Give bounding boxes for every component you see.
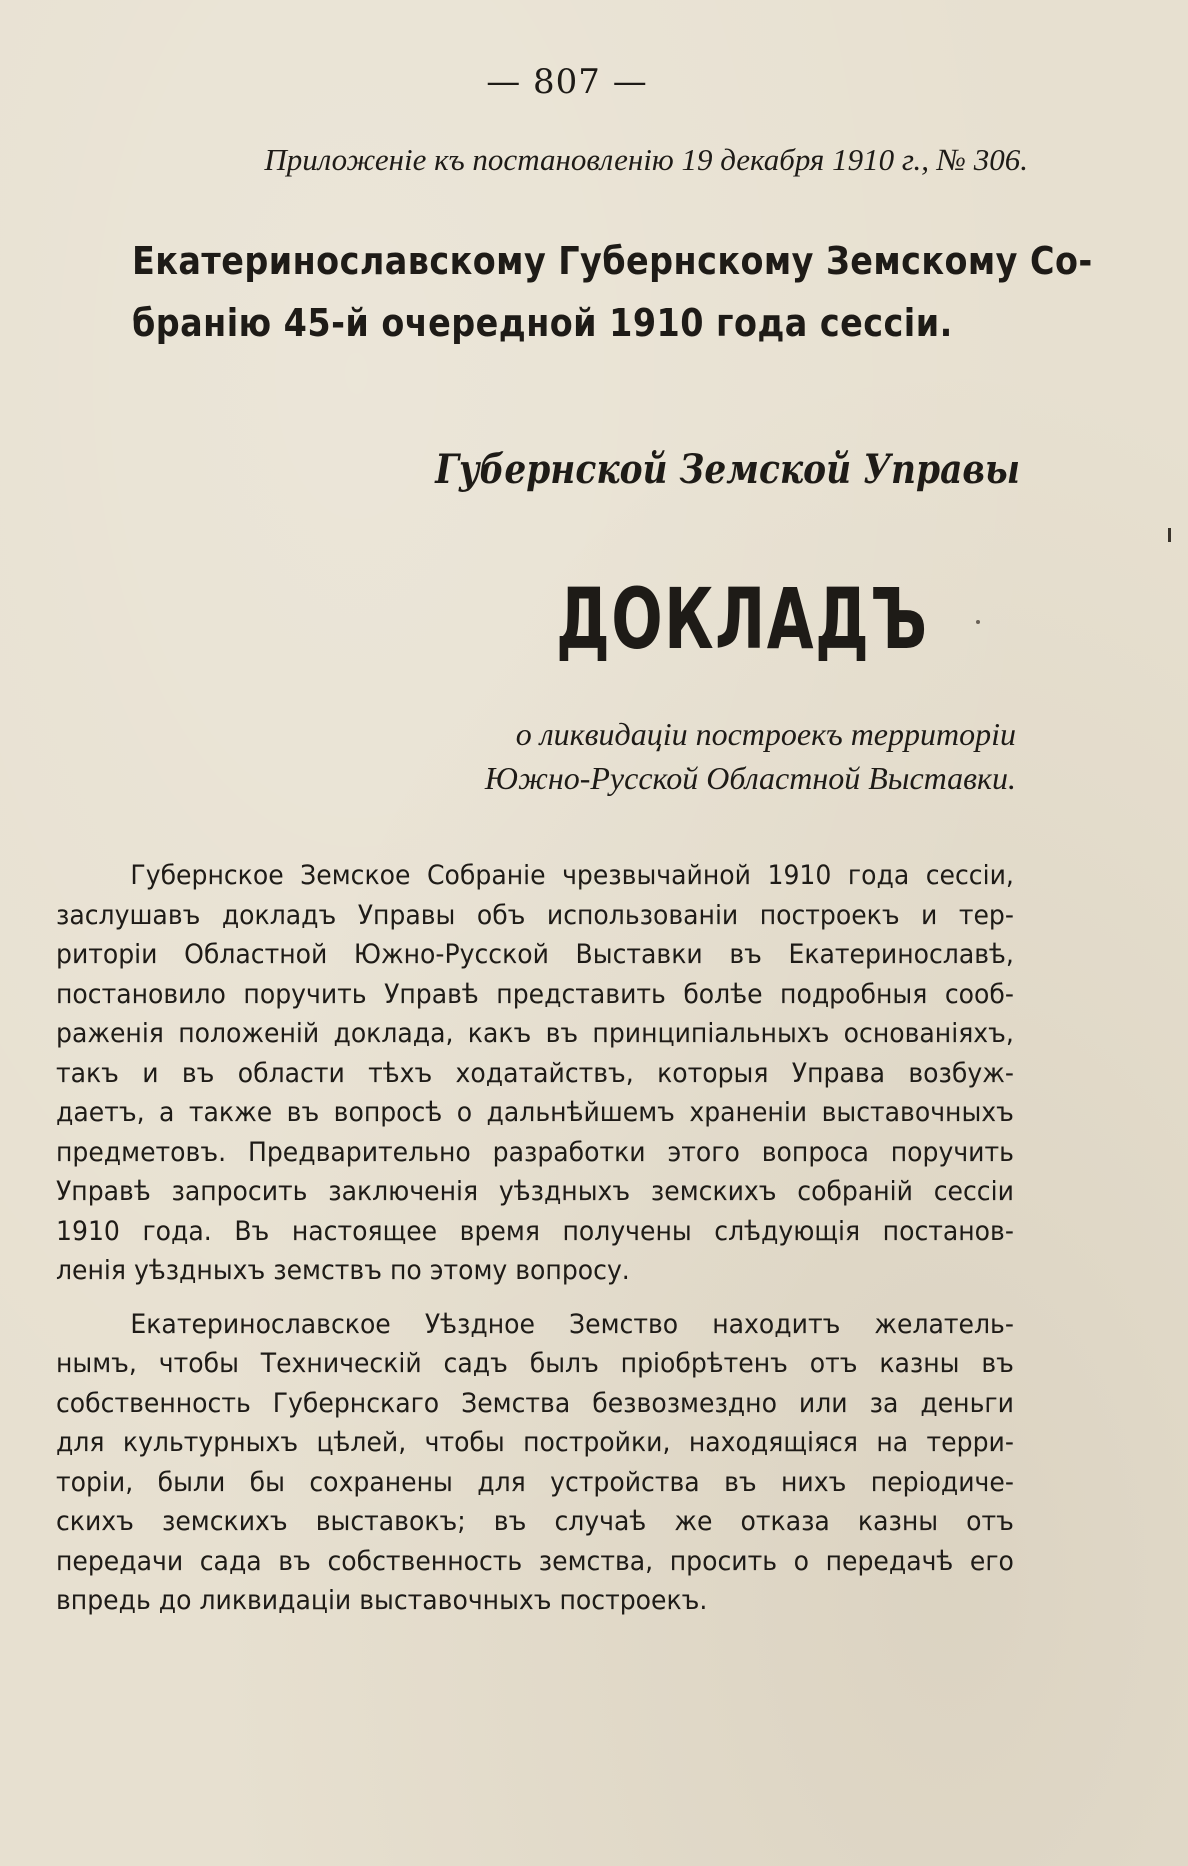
text-line: Управѣ запросить заключенія уѣздныхъ земскихъ собраній сессіи [56, 1176, 1014, 1207]
document-body [56, 856, 1014, 1635]
text-line: нымъ, чтобы Техническій садъ былъ пріобрѣтенъ отъ казны въ [56, 1348, 1014, 1379]
text-line: Екатеринославское Уѣздное Земство находитъ желатель- [130, 1308, 1014, 1340]
text-line: даетъ, а также въ вопросѣ о дальнѣйшемъ храненіи выставочныхъ [56, 1097, 1014, 1128]
document-heading [132, 230, 1093, 354]
paragraph-2 [56, 1305, 1014, 1621]
text-line: скихъ земскихъ выставокъ; въ случаѣ же отказа казны отъ [56, 1506, 1014, 1537]
text-line: для культурныхъ цѣлей, чтобы постройки, находящіяся на терри- [56, 1427, 1014, 1458]
text-line: заслушавъ докладъ Управы объ использованіи построекъ и тер- [56, 899, 1014, 931]
text-line: 1910 года. Въ настоящее время получены слѣдующія постанов- [56, 1215, 1014, 1247]
margin-mark [1168, 528, 1171, 542]
paragraph-1 [56, 856, 1014, 1291]
text-line: Губернское Земское Собраніе чрезвычайной 1910 года сессіи, [130, 860, 1014, 891]
text-line: передачи сада въ собственность земства, просить о передачѣ его [56, 1545, 1014, 1577]
text-line: впредь до ликвидаціи выставочныхъ построекъ. [56, 1585, 708, 1616]
heading-line: Екатеринославскому Губернскому Земскому Со- [132, 239, 1093, 283]
text-line: предметовъ. Предварительно разработки этого вопроса поручить [56, 1136, 1014, 1168]
text-line: ленія уѣздныхъ земствъ по этому вопросу. [56, 1255, 630, 1286]
paper-fleck [976, 620, 980, 624]
subtitle-line: Южно-Русской Областной Выставки. [484, 760, 1016, 796]
text-line: торіи, были бы сохранены для устройства въ нихъ періодиче- [56, 1466, 1014, 1498]
subtitle-line: о ликвидаціи построекъ территоріи [515, 716, 1016, 752]
text-line: такъ и въ области тѣхъ ходатайствъ, которыя Управа возбуж- [56, 1057, 1014, 1089]
text-line: собственность Губернскаго Земства безвозмездно или за деньги [56, 1387, 1014, 1419]
text-line: постановило поручить Управѣ представить болѣе подробныя сооб- [56, 978, 1014, 1010]
heading-line: бранію 45-й очередной 1910 года сессіи. [132, 301, 953, 345]
issuer-line: Губернской Земской Управы [435, 446, 1020, 493]
text-line: раженія положеній доклада, какъ въ принципіальныхъ основаніяхъ, [56, 1018, 1014, 1049]
document-title: ДОКЛАДЪ [556, 570, 929, 668]
text-line: риторіи Областной Южно-Русской Выставки въ Екатеринославѣ, [56, 939, 1014, 970]
appendix-note: Приложеніе къ постановленію 19 декабря 1910 г., № 306. [264, 142, 1028, 177]
document-subtitle [485, 712, 1016, 800]
page-number: — 807 — [486, 62, 648, 102]
